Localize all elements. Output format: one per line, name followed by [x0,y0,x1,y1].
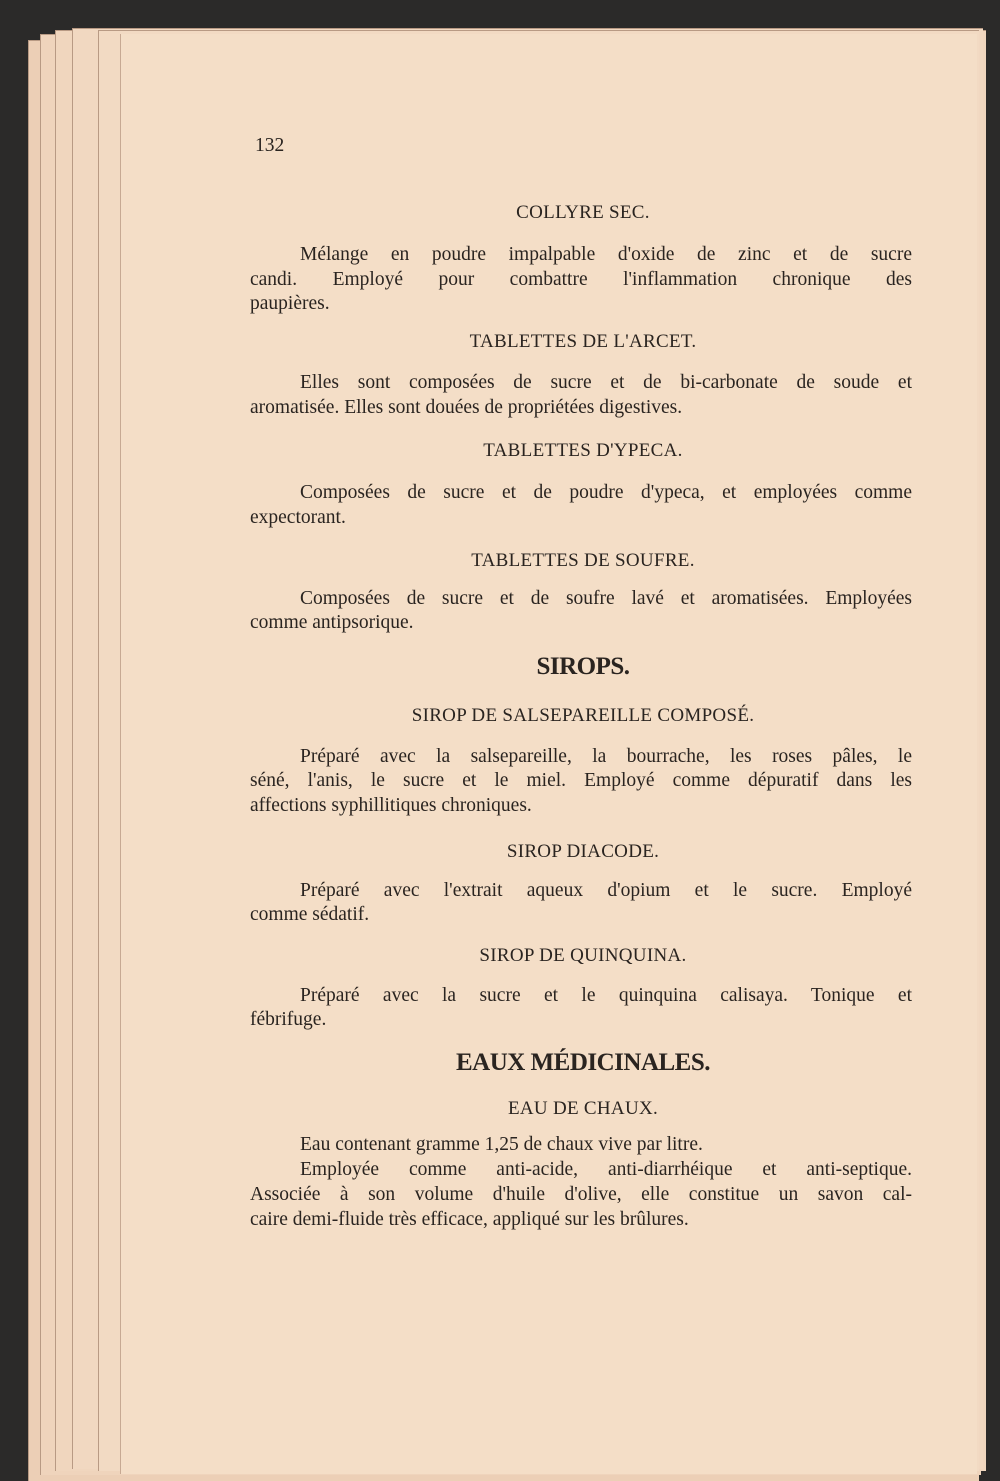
paragraph-line: Employée comme anti-acide, anti-diarrhéique et anti-septique. [300,1159,912,1180]
paragraph-line: Eau contenant gramme 1,25 de chaux vive par litre. [300,1134,703,1155]
paragraph-line: Associée à son volume d'huile d'olive, elle constitue un savon cal- [250,1184,912,1205]
entry-heading: TABLETTES DE SOUFRE. [471,550,695,571]
entry-heading: TABLETTES D'YPECA. [483,440,683,461]
entry-heading: TABLETTES DE L'ARCET. [469,331,697,352]
paragraph-line: candi. Employé pour combattre l'inflammation chronique des [250,269,912,290]
section-title: SIROPS. [536,653,630,680]
entry-heading: SIROP DE SALSEPAREILLE COMPOSÉ. [411,705,755,726]
paragraph-line: expectorant. [250,507,346,528]
paragraph-line: Elles sont composées de sucre et de bi-carbonate de soude et [300,372,912,393]
entry-heading: SIROP DE QUINQUINA. [479,945,687,966]
paragraph-line: Préparé avec la sucre et le quinquina calisaya. Tonique et [300,985,912,1006]
paragraph-line: fébrifuge. [250,1009,327,1030]
paragraph-line: Mélange en poudre impalpable d'oxide de zinc et de sucre [300,244,912,265]
paragraph-line: Composées de sucre et de poudre d'ypeca, et employées comme [300,482,912,503]
paragraph-line: comme antipsorique. [250,612,414,633]
paragraph-line: caire demi-fluide très efficace, appliqué sur les brûlures. [250,1209,689,1230]
paragraph-line: paupières. [250,293,330,314]
paragraph-line: aromatisée. Elles sont douées de propriétées digestives. [250,397,683,418]
paragraph-line: Préparé avec la salsepareille, la bourrache, les roses pâles, le [300,746,912,767]
paragraph-line: comme sédatif. [250,904,370,925]
paragraph-line: séné, l'anis, le sucre et le miel. Employé comme dépuratif dans les [250,770,912,791]
entry-heading: EAU DE CHAUX. [507,1098,659,1119]
paragraph-line: Préparé avec l'extrait aqueux d'opium et le sucre. Employé [300,880,912,901]
paragraph-line: Composées de sucre et de soufre lavé et aromatisées. Employées [300,588,912,609]
entry-heading: SIROP DIACODE. [506,841,660,862]
page-number: 132 [255,135,285,156]
section-title: EAUX MÉDICINALES. [455,1049,711,1076]
paragraph-line: affections syphillitiques chroniques. [250,795,532,816]
entry-heading: COLLYRE SEC. [516,202,650,223]
